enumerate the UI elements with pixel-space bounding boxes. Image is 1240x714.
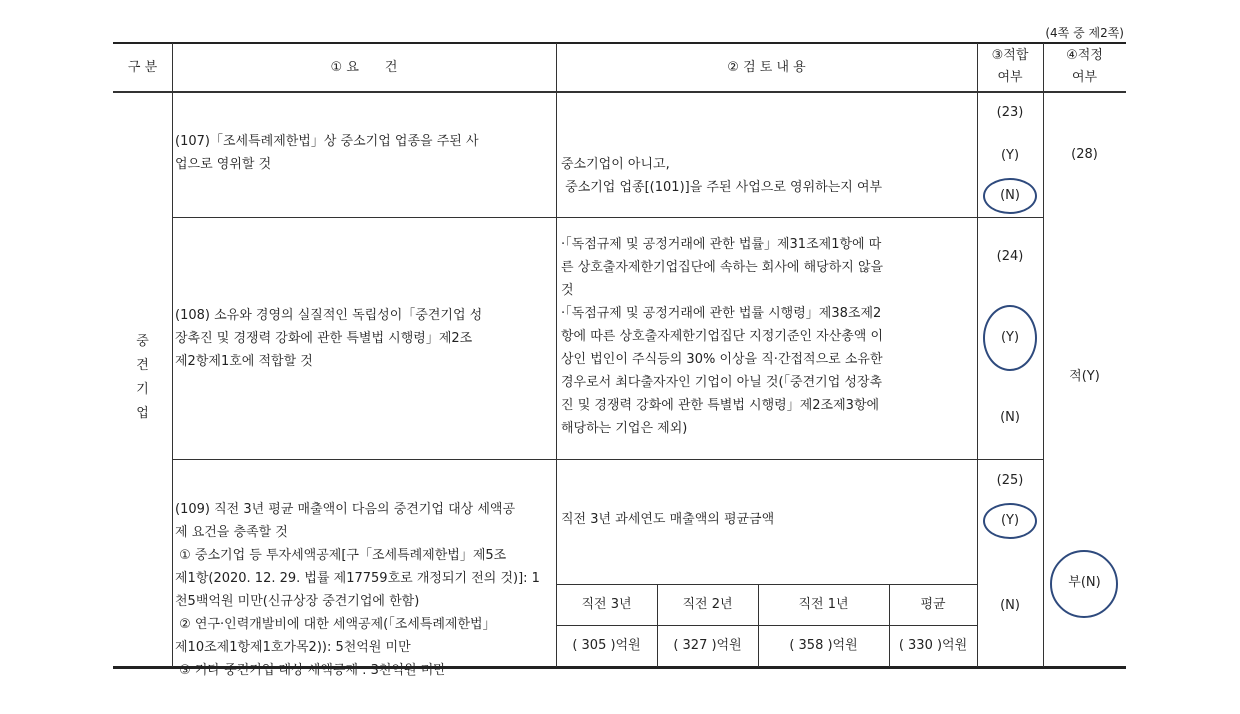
sales-header: 직전 3년	[581, 597, 632, 612]
sales-value: ( 327 )억원	[673, 638, 742, 653]
sales-value: ( 358 )억원	[789, 638, 858, 653]
top-border	[113, 42, 1126, 44]
text-line: ·「독점규제 및 공정거래에 관한 법률」제31조제1항에 따	[561, 237, 882, 252]
text-line: 제 요건을 충족할 것	[175, 525, 288, 540]
text-line: ② 연구·인력개발비에 대한 세액공제(「조세특례제한법」	[175, 617, 496, 632]
text-line: 경우로서 최다출자자인 기업이 아닐 것(「중견기업 성장촉	[561, 375, 883, 390]
selection-circle	[983, 503, 1037, 539]
fit-yes-selected[interactable]: (Y)	[1000, 330, 1020, 345]
category-char: 중	[136, 334, 149, 349]
fit-no[interactable]: (N)	[1000, 410, 1020, 425]
fit-no-selected[interactable]: (N)	[1000, 188, 1020, 203]
requirement-108	[175, 304, 482, 373]
text-line: 중소기업 업종[(101)]을 주된 사업으로 영위하는지 여부	[561, 180, 883, 195]
code-25: (25)	[996, 473, 1024, 488]
text-line: 진 및 경쟁력 강화에 관한 특별법 시행령」제2조제3항에	[561, 398, 880, 413]
sales-value: ( 305 )억원	[572, 638, 641, 653]
header-proper: 여부	[1071, 70, 1098, 85]
text-line: ① 중소기업 등 투자세액공제[구「조세특례제한법」제5조	[175, 548, 507, 563]
text-line: 제1항(2020. 12. 29. 법률 제17759호로 개정되기 전의 것)]: 1	[175, 571, 540, 586]
sales-divider	[556, 625, 977, 626]
sales-value: ( 330 )억원	[898, 638, 968, 653]
text-line: 장촉진 및 경쟁력 강화에 관한 특별법 시행령」제2조	[175, 331, 473, 346]
text-line: 것	[561, 283, 574, 298]
fit-yes-selected[interactable]: (Y)	[1000, 513, 1020, 528]
selection-circle	[983, 178, 1037, 214]
fit-yes[interactable]: (Y)	[1000, 148, 1020, 163]
text-line: 제10조제1항제1호가목2)): 5천억원 미만	[175, 640, 411, 655]
header-review: ② 검 토 내 용	[727, 60, 806, 75]
proper-no-selected[interactable]: 부(N)	[1068, 575, 1101, 590]
category-char: 견	[136, 358, 149, 373]
text-line: 른 상호출자제한기업집단에 속하는 회사에 해당하지 않을	[561, 260, 884, 275]
col-divider	[172, 43, 173, 667]
text-line: 천5백억원 미만(신규상장 중견기업에 한함)	[175, 594, 420, 609]
text-line: (109) 직전 3년 평균 매출액이 다음의 중견기업 대상 세액공	[175, 502, 516, 517]
sales-divider	[556, 584, 977, 585]
code-23: (23)	[996, 105, 1024, 120]
header-fit: 여부	[997, 70, 1023, 85]
category-char: 기	[136, 382, 149, 397]
header-fit: ③적합	[991, 48, 1029, 63]
review-108	[561, 233, 883, 440]
requirement-107	[175, 130, 479, 176]
header-category: 구 분	[127, 60, 158, 75]
fit-no[interactable]: (N)	[1000, 598, 1020, 613]
text-line: 해당하는 기업은 제외)	[561, 421, 688, 436]
code-28: (28)	[1071, 147, 1098, 162]
row-divider	[172, 217, 1043, 218]
text-line: ③ 기타 중견기업 대상 세액공제 : 3천억원 미만	[175, 663, 446, 678]
header-requirement: ① 요 건	[330, 60, 398, 75]
text-line: 상인 법인이 주식등의 30% 이상을 직·간접적으로 소유한	[561, 352, 883, 367]
row-divider	[172, 459, 1043, 460]
text-line: (107)「조세특례제한법」상 중소기업 업종을 주된 사	[175, 134, 479, 149]
proper-yes[interactable]: 적(Y)	[1069, 369, 1100, 384]
review-109: 직전 3년 과세연도 매출액의 평균금액	[561, 512, 775, 527]
code-24: (24)	[996, 249, 1024, 264]
selection-circle	[983, 305, 1037, 371]
text-line: (108) 소유와 경영의 실질적인 독립성이「중견기업 성	[175, 308, 483, 323]
page-indicator: (4쪽 중 제2쪽)	[1045, 26, 1124, 40]
sales-header: 평균	[920, 597, 946, 612]
text-line: 업으로 영위할 것	[175, 157, 272, 172]
col-divider	[977, 43, 978, 667]
category-label	[113, 330, 172, 426]
text-line: 항에 따른 상호출자제한기업집단 지정기준인 자산총액 이	[561, 329, 884, 344]
category-char: 업	[136, 406, 149, 421]
col-divider	[556, 43, 557, 667]
text-line: 중소기업이 아니고,	[561, 157, 670, 172]
sales-header: 직전 2년	[682, 597, 733, 612]
text-line: 제2항제1호에 적합할 것	[175, 354, 313, 369]
header-border	[113, 91, 1126, 93]
text-line: ·「독점규제 및 공정거래에 관한 법률 시행령」제38조제2	[561, 306, 882, 321]
requirement-109	[175, 475, 540, 682]
selection-circle	[1050, 550, 1118, 618]
review-107	[561, 130, 882, 199]
header-proper: ④적정	[1066, 48, 1103, 63]
sales-header: 직전 1년	[798, 597, 849, 612]
